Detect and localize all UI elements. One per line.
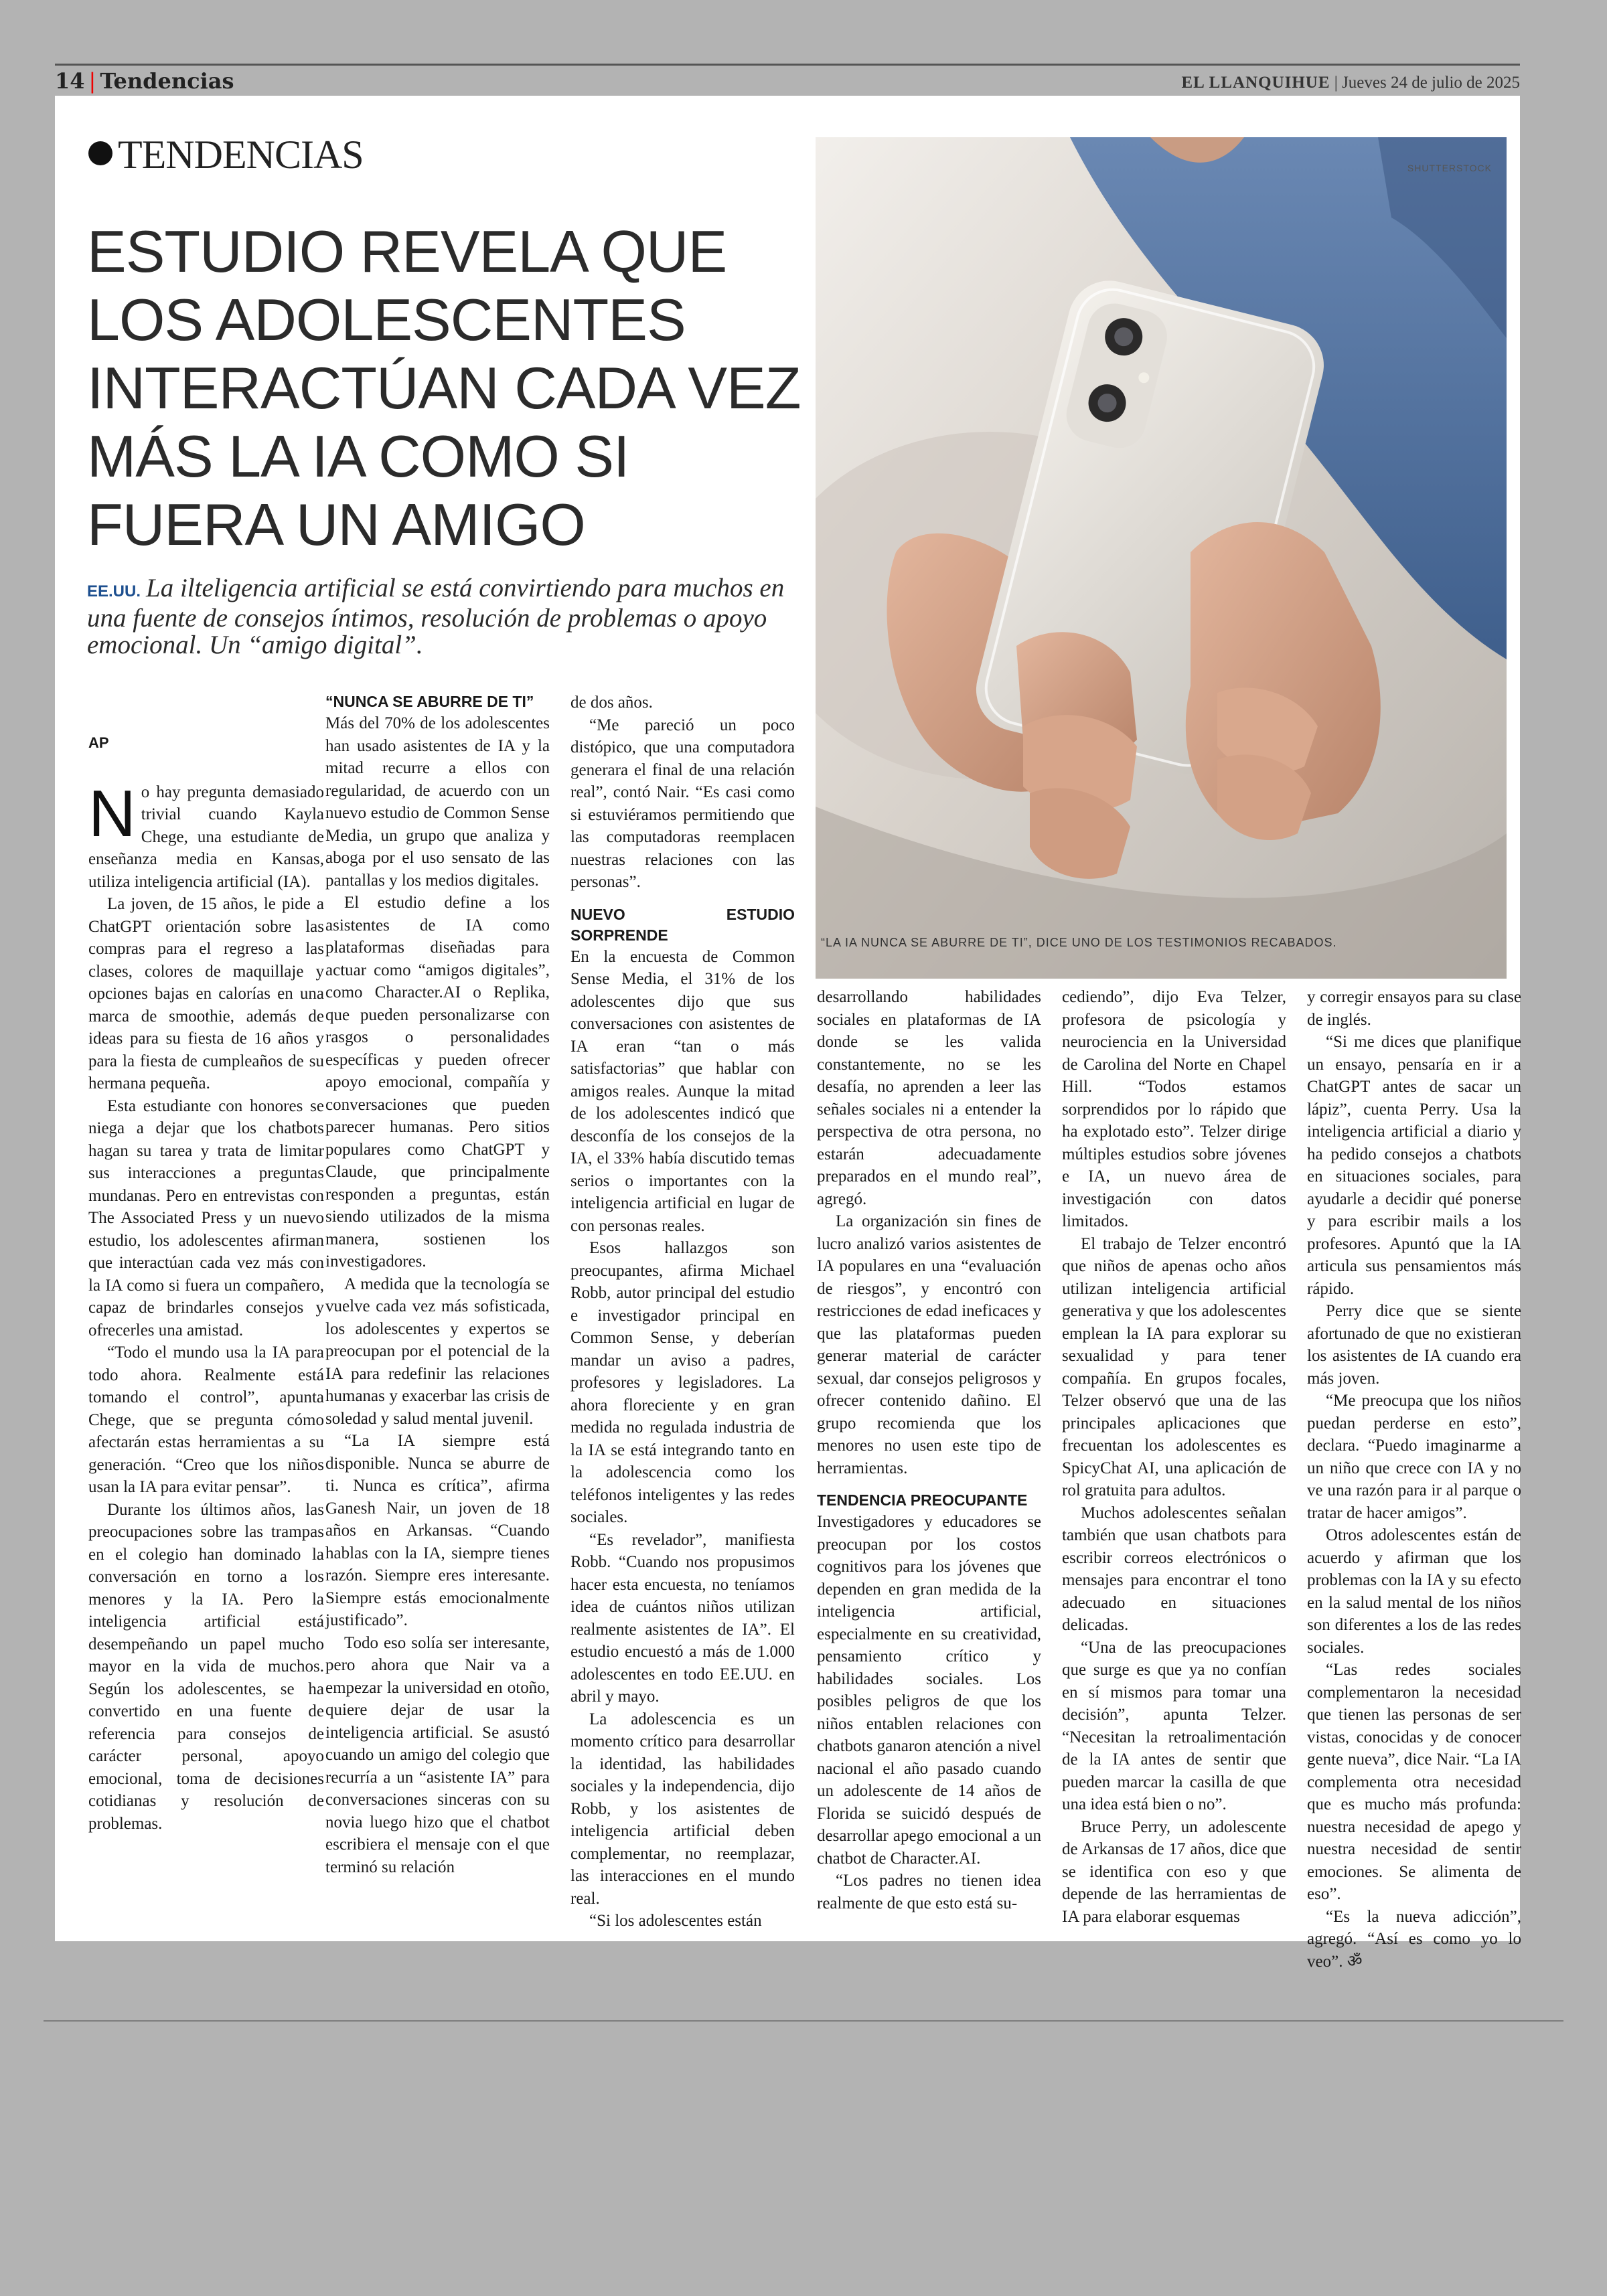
article-column-6 — [1307, 986, 1521, 1973]
body-paragraph: “Todo el mundo usa la IA para todo ahora. Realmente está tomando el control”, apunta Chege, que se pregunta cómo afectarán estas herramientas a su generación. “Creo que los niños usan la IA para evitar pensar”. — [88, 1343, 324, 1496]
photo-caption: “LA IA NUNCA SE ABURRE DE TI”, DICE UNO DE LOS TESTIMONIOS RECABADOS. — [821, 936, 1337, 949]
bottom-rule — [44, 2020, 1563, 2022]
article-column-5 — [1062, 986, 1286, 1928]
drop-cap: N — [88, 776, 136, 850]
lead-text: La ilteligencia artificial se está convirtiendo para muchos en una fuente de consejos íntimos, resolución de problemas o apoyo emocional. Un “amigo digital”. — [87, 574, 785, 659]
body-paragraph: La organización sin fines de lucro analizó varios asistentes de IA populares en una “evaluación de riesgos”, y encontró con restricciones de edad ineficaces y que las plataformas pueden generar material de carácter sexual, dar consejos peligrosos y ofrecer contenido dañino. El grupo recomienda que los menores no usen este tipo de herramientas. — [817, 1212, 1041, 1477]
lead-paragraph — [87, 575, 797, 659]
body-paragraph: El estudio define a los asistentes de IA como plataformas diseñadas para actuar como “amigos digitales”, como Character.AI o Replika, que pueden personalizarse con rasgos o personalidades específicas y pueden ofrecer apoyo emocional, compañía y conversaciones que pueden parecer humanas. Pero sitios populares como ChatGPT y Claude, que principalmente responden a preguntas, están siendo utilizados de la misma manera, sostienen los investigadores. — [325, 894, 550, 1270]
body-paragraph: Perry dice que se siente afortunado de que no existieran los asistentes de IA cuando era más joven. — [1307, 1302, 1521, 1388]
body-paragraph: Esta estudiante con honores se niega a dejar que los chatbots hagan su tarea y trata de limitar sus interacciones a preguntas mundanas. Pero en entrevistas con The Associated Press y un nuevo estudio, los adolescentes afirman que interactúan cada vez más con la IA como si fuera un compañero, capaz de brindarles consejos y ofrecerles una amistad. — [88, 1096, 324, 1339]
article-column-1 — [88, 732, 324, 1835]
body-paragraph: “Si los adolescentes están — [589, 1912, 762, 1930]
body-paragraph: Muchos adolescentes señalan también que usan chatbots para escribir correos electrónicos o mensajes para encontrar el tono adecuado en situaciones delicadas. — [1062, 1503, 1286, 1634]
body-paragraph: En la encuesta de Common Sense Media, el 31% de los adolescentes dijo que sus conversaciones con asistentes de IA eran “tan o más satisfactorias” que hablar con amigos reales. Aunque la mitad de los adolescentes indicó que desconfía de los consejos de la IA, el 33% había discutido temas serios o importantes con la inteligencia artificial en lugar de con personas reales. — [570, 947, 795, 1235]
article-column-4 — [817, 986, 1041, 1914]
newspaper-page — [55, 96, 1521, 1971]
body-paragraph: “Es revelador”, manifiesta Robb. “Cuando nos propusimos hacer esta encuesta, no teníamos idea de cuántos niños utilizan realmente asistentes de IA”. El estudio encuestó a más de 1.000 adolescentes en todo EE.UU. en abril y mayo. — [570, 1530, 795, 1706]
article-photo — [816, 137, 1507, 979]
byline: AP — [88, 734, 109, 751]
page-header — [55, 64, 1520, 98]
page-number: 14 — [55, 68, 85, 94]
body-paragraph: La joven, de 15 años, le pide a ChatGPT orientación sobre las compras para el regreso a las clases, colores de maquillaje y opciones bajas en calorías en una marca de smoothie, además de ideas para su fiesta de 16 años y para la fiesta de cumpleaños de su hermana pequeña. — [88, 895, 324, 1092]
body-paragraph: No hay pregunta demasiado trivial cuando Kayla Chege, una estudiante de enseñanza media en Kansas, utiliza inteligencia artificial (IA). — [88, 776, 324, 891]
body-paragraph: “La IA siempre está disponible. Nunca se aburre de ti. Nunca es crítica”, afirma Ganesh Nair, un joven de 18 años en Arkansas. “Cuando hablas con la IA, siempre tienes razón. Siempre eres interesante. Siempre estás emocionalmente justificado”. — [325, 1432, 550, 1629]
body-paragraph: El trabajo de Telzer encontró que niños de apenas ocho años utilizan inteligencia artificial generativa y que los adolescentes emplean la IA para explorar su sexualidad y para tener compañía. En grupos focales, Telzer observó que una de las principales aplicaciones que frecuentan los adolescentes es SpicyChat AI, una aplicación de rol gratuita para adultos. — [1062, 1234, 1286, 1499]
body-paragraph: Durante los últimos años, las preocupaciones sobre las trampas en el colegio han dominado la conversación en torno a los menores y la IA. Pero la inteligencia artificial está desempeñando un papel mucho mayor en la vida de muchos. Según los adolescentes, se ha convertido en una fuente de referencia para consejos de carácter personal, apoyo emocional, toma de decisiones cotidianas y resolución de problemas. — [88, 1500, 324, 1833]
body-paragraph: Esos hallazgos son preocupantes, afirma Michael Robb, autor principal del estudio e investigador principal en Common Sense, y deberían mandar un aviso a padres, profesores y legisladores. La ahora floreciente y en gran medida no regulada industria de la IA se está integrando tanto en la adolescencia como los teléfonos inteligentes y las redes sociales. — [570, 1239, 795, 1526]
body-paragraph: Bruce Perry, un adolescente de Arkansas de 17 años, dice que se identifica con eso y que depende de las herramientas de IA para elaborar esquemas — [1062, 1817, 1286, 1926]
newspaper-name: EL LLANQUIHUE — [1181, 74, 1330, 92]
headline: ESTUDIO REVELA QUE LOS ADOLESCENTES INTERACTÚAN CADA VEZ MÁS LA IA COMO SI FUERA UN AMIGO — [87, 218, 801, 558]
body-paragraph: “Los padres no tienen idea realmente de que esto está su- — [817, 1872, 1041, 1912]
page-folio: 14 | Tendencias — [55, 68, 234, 94]
body-paragraph: de dos años. — [570, 693, 653, 712]
end-mark-icon: ॐ — [1347, 1952, 1363, 1971]
subhead-nuevo-estudio: NUEVO ESTUDIO SORPRENDE — [570, 905, 795, 944]
article-column-2 — [325, 691, 550, 1878]
body-paragraph: “Me preocupa que los niños puedan perderse en esto”, declara. “Puedo imaginarme a un niño que crece con IA y no ve una razón para ir al parque o tratar de hacer amigos”. — [1307, 1392, 1521, 1522]
dateline: EL LLANQUIHUE | Jueves 24 de julio de 2025 — [1181, 74, 1520, 92]
photo-credit: SHUTTERSTOCK — [1407, 163, 1492, 173]
body-paragraph: “Las redes sociales complementaron la necesidad que tienen las personas de ser vistas, conocidas y de conocer gente nueva”, dice Nair. “La IA complementa otra necesidad que es mucho más profunda: nuestra necesidad de apego y nuestra necesidad de sentir emociones. Se alimenta de eso”. — [1307, 1661, 1521, 1903]
body-paragraph: Investigadores y educadores se preocupan por los costos cognitivos para los jóvenes que dependen en gran medida de la inteligencia artificial, especialmente en su creatividad, pensamiento crítico y habilidades sociales. Los posibles peligros de que los niños entablen relaciones con chatbots ganaron atención a nivel nacional el año pasado cuando un adolescente de 14 años de Florida se suicidó después de desarrollar apego emocional a un chatbot de Character.AI. — [817, 1513, 1041, 1868]
body-paragraph: A medida que la tecnología se vuelve cada vez más sofisticada, los adolescentes y expertos se preocupan por el potencial de la IA para redefinir las relaciones humanas y exacerbar las crisis de soledad y salud mental juvenil. — [325, 1275, 550, 1428]
body-paragraph: Todo eso solía ser interesante, pero ahora que Nair va a empezar la universidad en otoño, quiere dejar de usar la inteligencia artificial. Se asustó cuando un amigo del colegio que recurría a un “asistente IA” para conversaciones sinceras con su novia luego hizo que el chatbot escribiera el mensaje con el que terminó su relación — [325, 1633, 550, 1876]
subhead-nunca-se-aburre: “NUNCA SE ABURRE DE TI” — [325, 693, 534, 710]
body-paragraph: y corregir ensayos para su clase de inglés. — [1307, 988, 1521, 1029]
section-title: TENDENCIAS — [88, 132, 364, 178]
body-paragraph: “Si me dices que planifique un ensayo, pensaría en ir a ChatGPT antes de sacar un lápiz”, cuenta Perry. Usa la inteligencia artificial a diario y ha pedido consejos a chatbots en situaciones sociales, para ayudarle a decidir qué ponerse y para escribir mails a los profesores. Apuntó que la IA articula sus pensamientos más rápido. — [1307, 1033, 1521, 1298]
phone-hands-image — [816, 137, 1507, 979]
article-column-3 — [570, 691, 795, 1933]
dateline-tag: EE.UU. — [87, 582, 141, 600]
body-paragraph: La adolescencia es un momento crítico para desarrollar la identidad, las habilidades sociales y la independencia, dijo Robb, y los asistentes de inteligencia artificial deben complementar, no reemplazar, las interacciones en el mundo real. — [570, 1710, 795, 1908]
body-paragraph: Más del 70% de los adolescentes han usado asistentes de IA y la mitad recurre a ellos con regularidad, de acuerdo con un nuevo estudio de Common Sense Media, un grupo que analiza y aboga por el uso sensato de las pantallas y los medios digitales. — [325, 714, 550, 890]
body-paragraph: cediendo”, dijo Eva Telzer, profesora de psicología y neurociencia en la Universidad de Carolina del Norte en Chapel Hill. “Todos estamos sorprendidos por lo rápido que ha explotado esto”. Telzer dirige múltiples estudios sobre jóvenes e IA, un nuevo área de investigación con datos limitados. — [1062, 988, 1286, 1230]
body-paragraph: “Una de las preocupaciones que surge es que ya no confían en sí mismos para tomar una decisión”, apunta Telzer. “Necesitan la retroalimentación de la IA antes de sentir que pueden marcar la casilla de que una idea está bien o no”. — [1062, 1638, 1286, 1813]
body-paragraph: “Es la nueva adicción”, agregó. “Así es como yo lo veo”. ॐ — [1307, 1907, 1521, 1971]
issue-date: Jueves 24 de julio de 2025 — [1342, 74, 1520, 92]
subhead-tendencia-preocupante: TENDENCIA PREOCUPANTE — [817, 1491, 1028, 1509]
section-label: Tendencias — [100, 68, 234, 94]
body-paragraph: “Me pareció un poco distópico, que una computadora generara el final de una relación real”, contó Nair. “Es casi como si estuviéramos permitiendo que las computadoras reemplacen nuestras relaciones con las personas”. — [570, 716, 795, 891]
body-paragraph: desarrollando habilidades sociales en plataformas de IA donde se les valida constantemente, no se les desafía, no aprenden a leer las señales sociales ni a entender la perspectiva de otra persona, no estarán adecuadamente preparados en el mundo real”, agregó. — [817, 988, 1041, 1208]
bullet-icon — [88, 141, 112, 165]
body-paragraph: Otros adolescentes están de acuerdo y afirman que los problemas con la IA y su efecto en la salud mental de los niños son diferentes a los de las redes sociales. — [1307, 1526, 1521, 1657]
